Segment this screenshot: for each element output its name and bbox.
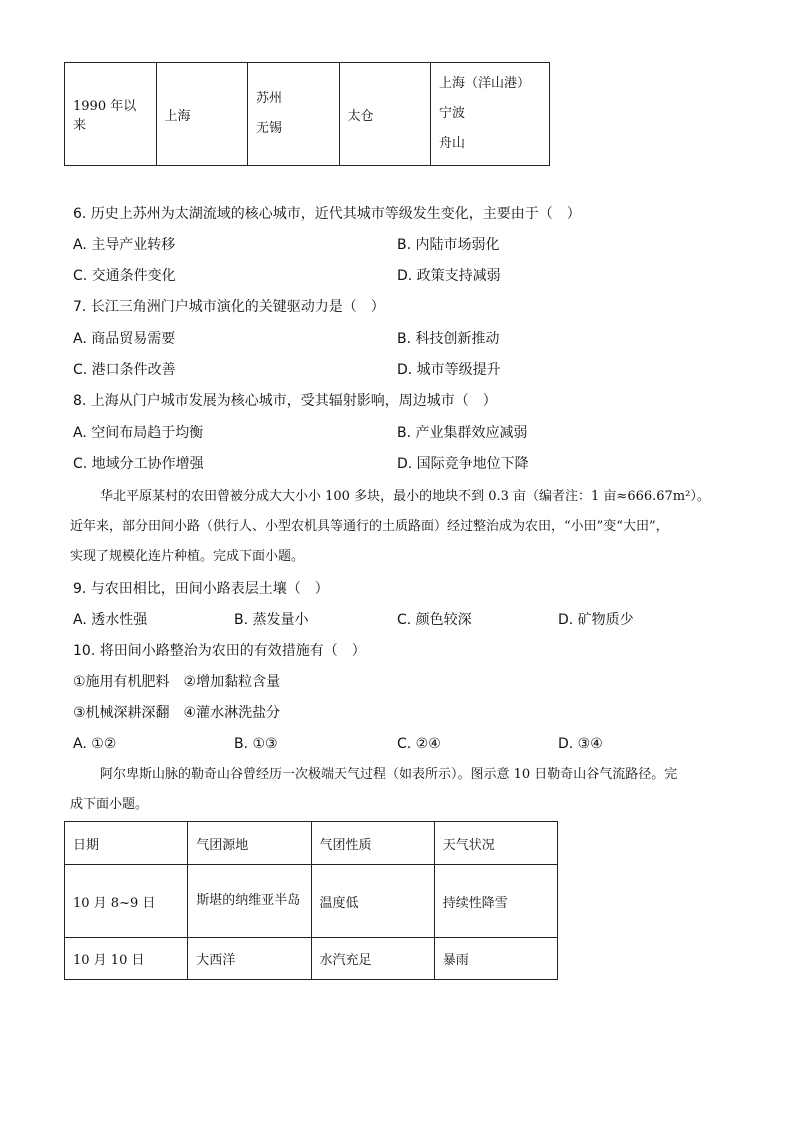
question-9-option-a[interactable]: A. 透水性强: [73, 612, 148, 628]
question-7-option-d[interactable]: D. 城市等级提升: [397, 362, 501, 378]
table-header-cell: 天气状况: [434, 822, 557, 865]
passage-line: 成下面小题。: [70, 797, 149, 812]
cell-line: 上海（洋山港）: [439, 76, 531, 91]
question-9-option-b[interactable]: B. 蒸发量小: [234, 612, 309, 628]
question-6-option-a[interactable]: A. 主导产业转移: [73, 237, 176, 253]
question-8-option-c[interactable]: C. 地域分工协作增强: [73, 456, 204, 472]
question-8-stem: 8. 上海从门户城市发展为核心城市，受其辐射影响，周边城市（ ）: [73, 393, 497, 409]
question-8-option-d[interactable]: D. 国际竞争地位下降: [397, 456, 529, 472]
table-weather: [64, 821, 558, 980]
table-cell: 太仓: [339, 63, 431, 166]
question-10-item-line: ③机械深耕深翻 ④灌水淋洗盐分: [73, 705, 281, 721]
table-row: [65, 938, 558, 980]
table-cell: 温度低: [311, 865, 434, 938]
question-10-option-a[interactable]: A. ①②: [73, 736, 117, 752]
table-header-row: [65, 822, 558, 865]
question-6-stem: 6. 历史上苏州为太湖流域的核心城市，近代其城市等级发生变化，主要由于（ ）: [73, 206, 581, 222]
question-7-stem: 7. 长江三角洲门户城市演化的关键驱动力是（ ）: [73, 299, 385, 315]
question-10-stem: 10. 将田间小路整治为农田的有效措施有（ ）: [73, 643, 366, 659]
passage-farmland: [70, 482, 730, 572]
question-6-option-b[interactable]: B. 内陆市场弱化: [397, 237, 500, 253]
passage-line: 实现了规模化连片种植。完成下面小题。: [70, 549, 305, 564]
table-cell: 持续性降雪: [434, 865, 557, 938]
question-9-option-c[interactable]: C. 颜色较深: [397, 612, 472, 628]
table-cell: [431, 63, 550, 166]
passage-line: 阿尔卑斯山脉的勒奇山谷曾经历一次极端天气过程（如表所示）。图示意 10 日勒奇山谷气流路径。完: [100, 767, 678, 782]
table-cell: 水汽充足: [311, 938, 434, 980]
passage-line: 华北平原某村的农田曾被分成大大小小 100 多块，最小的地块不到 0.3 亩（编者注：1 亩≈666.67m²）。: [100, 489, 710, 504]
cell-line: 苏州: [256, 91, 283, 106]
question-7-option-c[interactable]: C. 港口条件改善: [73, 362, 176, 378]
table-cell: 1990 年以来: [65, 63, 157, 166]
question-8-option-b[interactable]: B. 产业集群效应减弱: [397, 425, 528, 441]
table-city-evolution: [64, 62, 550, 166]
question-7-option-a[interactable]: A. 商品贸易需要: [73, 331, 176, 347]
question-6-option-d[interactable]: D. 政策支持减弱: [397, 268, 501, 284]
question-10-item-line: ①施用有机肥料 ②增加黏粒含量: [73, 674, 281, 690]
table-header-cell: 日期: [65, 822, 188, 865]
question-10-option-b[interactable]: B. ①③: [234, 736, 278, 752]
question-9-option-d[interactable]: D. 矿物质少: [558, 612, 634, 628]
cell-line: 无锡: [256, 121, 283, 136]
table-cell: [248, 63, 340, 166]
question-10-option-c[interactable]: C. ②④: [397, 736, 441, 752]
question-6-option-c[interactable]: C. 交通条件变化: [73, 268, 176, 284]
cell-line: 宁波: [439, 106, 466, 121]
table-cell: 斯堪的纳维亚半岛: [188, 865, 311, 938]
passage-alps: [70, 760, 730, 820]
table-cell: 大西洋: [188, 938, 311, 980]
table-cell: 暴雨: [434, 938, 557, 980]
question-10-option-d[interactable]: D. ③④: [558, 736, 603, 752]
question-9-stem: 9. 与农田相比，田间小路表层土壤（ ）: [73, 581, 329, 597]
table-cell: 上海: [156, 63, 248, 166]
question-7-option-b[interactable]: B. 科技创新推动: [397, 331, 500, 347]
cell-line: 舟山: [439, 136, 466, 151]
passage-line: 近年来，部分田间小路（供行人、小型农机具等通行的土质路面）经过整治成为农田，“小田”变“大田”，: [70, 519, 669, 534]
table-row: [65, 63, 550, 166]
table-cell: 10 月 10 日: [65, 938, 188, 980]
question-8-option-a[interactable]: A. 空间布局趋于均衡: [73, 425, 204, 441]
table-header-cell: 气团源地: [188, 822, 311, 865]
table-header-cell: 气团性质: [311, 822, 434, 865]
table-row: [65, 865, 558, 938]
table-cell: 10 月 8~9 日: [65, 865, 188, 938]
